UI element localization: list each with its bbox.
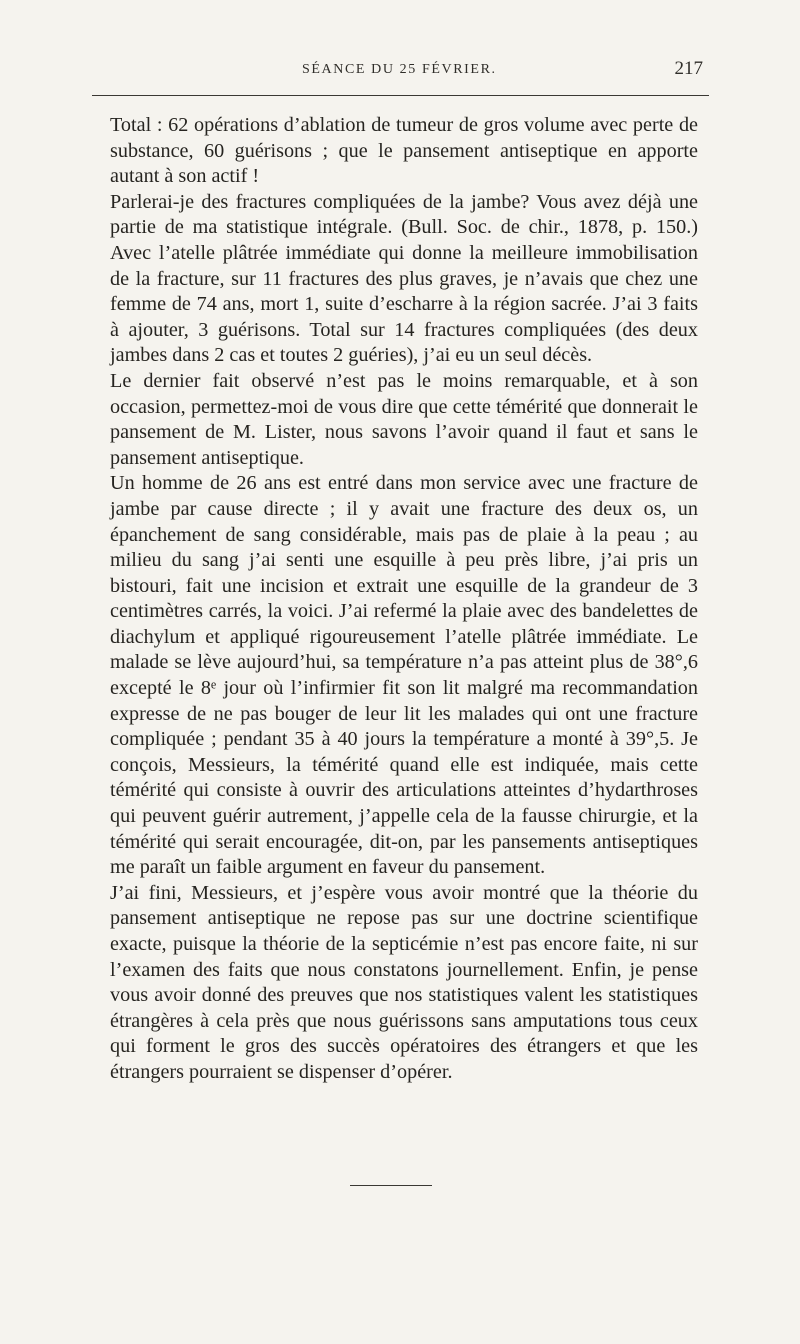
end-rule [350,1185,432,1186]
paragraph-2: Parlerai-je des fractures compliquées de la jambe? Vous avez déjà une partie de ma statistique intégrale. (Bull. Soc. de chir., 1878, p. 150.) Avec l’atelle plâtrée immédiate qui donne la meilleure immobilisation de la fracture, sur 11 fractures des plus graves, je n’avais que chez une femme de 74 ans, mort 1, suite d’escharre à la région sacrée. J’ai 3 faits à ajouter, 3 guérisons. Total sur 14 fractures compliquées (des deux jambes dans 2 cas et toutes 2 guéries), j’ai eu un seul décès. [110,190,698,367]
paragraph-5: J’ai fini, Messieurs, et j’espère vous avoir montré que la théorie du pansement antiseptique ne repose pas sur une doctrine scientifique exacte, puisque la théorie de la septicémie n’est pas encore faite, ni sur l’examen des faits que nous constatons journellement. Enfin, je pense vous avoir donné des preuves que nos statistiques valent les statistiques étrangères à cela près que nous guérissons sans amputations tous ceux qui forment le gros des succès opératoires des étrangers et que les étrangers pourraient se dispenser d’opérer. [110,881,698,1083]
paragraph-4: Un homme de 26 ans est entré dans mon service avec une fracture de jambe par cause directe ; il y avait une fracture des deux os, un épanchement de sang considérable, mais pas de plaie à la peau ; au milieu du sang j’ai senti une esquille à peu près libre, j’ai pris un bistouri, fait une incision et extrait une esquille de la grandeur de 3 centimètres carrés, la voici. J’ai refermé la plaie avec des bandelettes de diachylum et appliqué rigoureusement l’atelle plâtrée immédiate. Le malade se lève aujourd’hui, sa température n’a pas atteint plus de 38°,6 excepté le 8ᵉ jour où l’infirmier fit son lit malgré ma recommandation expresse de ne pas bouger de leur lit les malades qui ont une fracture compliquée ; pendant 35 à 40 jours la température a monté à 39°,5. Je conçois, Messieurs, la témérité quand elle est indiquée, mais cette témérité qui consiste à ouvrir des articulations atteintes d’hydarthroses qui peuvent guérir autrement, j’appelle cela de la fausse chirurgie, et la témérité qui serait encouragée, dit-on, par les pansements antiseptiques me paraît un faible argument en faveur du pansement. [110,472,698,879]
header-rule [92,95,709,96]
paragraph-3: Le dernier fait observé n’est pas le moins remarquable, et à son occasion, permettez-moi de vous dire que cette témérité que donnerait le pansement de M. Lister, nous savons l’avoir quand il faut et sans le pansement antiseptique. [110,369,698,469]
body-text [110,113,698,1086]
running-head: SÉANCE DU 25 FÉVRIER. [302,62,497,77]
page-number: 217 [674,58,703,79]
paragraph-1: Total : 62 opérations d’ablation de tumeur de gros volume avec perte de substance, 60 guérisons ; que le pansement antiseptique en apporte autant à son actif ! [110,114,698,188]
page-header [92,58,709,86]
